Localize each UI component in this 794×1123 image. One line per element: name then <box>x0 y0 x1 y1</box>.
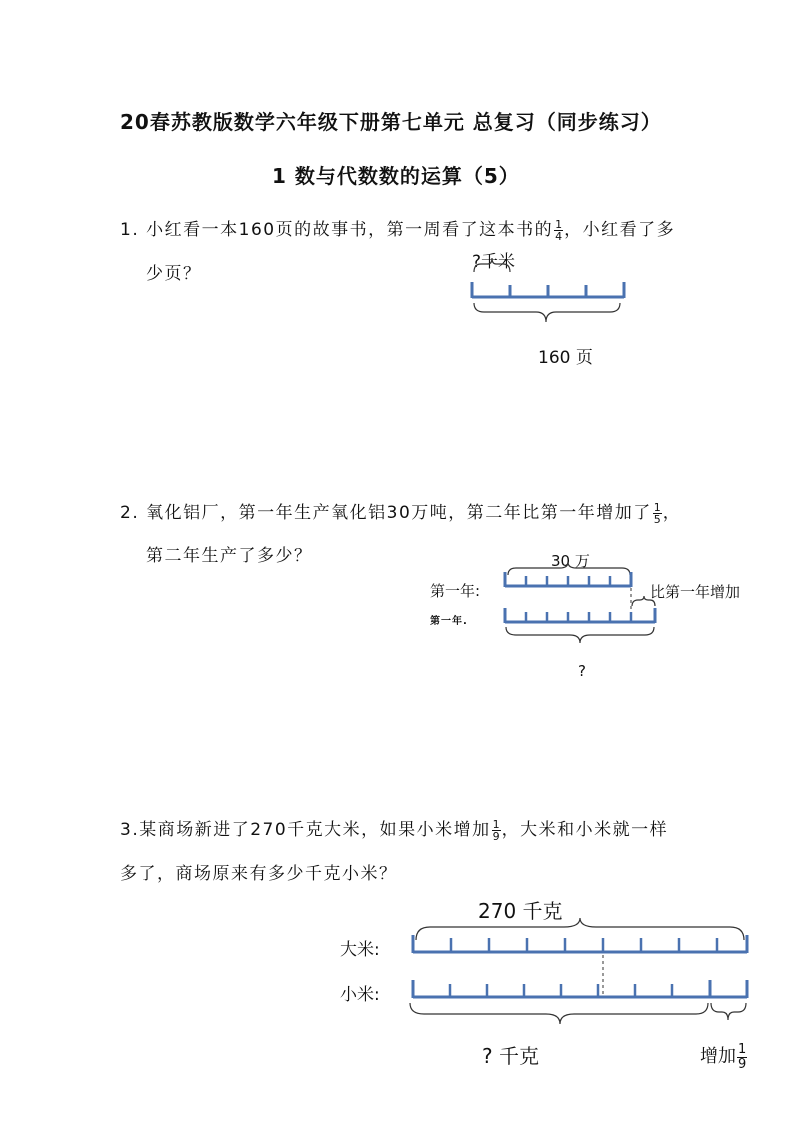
q2-diagram-top-label: 30 万 <box>551 552 590 570</box>
question-2-text-a: 2. 氧化铝厂，第一年生产氧化铝30万吨，第二年比第一年增加了 <box>120 503 652 523</box>
fraction-denominator: 9 <box>492 829 500 843</box>
question-1-line-2: 少页？ <box>146 264 202 284</box>
page-subtitle: 1 数与代数数的运算（5） <box>272 164 520 188</box>
fraction-numerator: 1 <box>555 217 563 231</box>
question-3-text-b: ，大米和小米就一样 <box>501 820 669 840</box>
q3-increase-fraction <box>737 1043 747 1072</box>
fraction-numerator: 1 <box>492 817 500 831</box>
fraction-denominator: 5 <box>653 512 661 526</box>
q2-row1-label: 第一年: <box>430 582 481 600</box>
q3-increase-text: 增加 <box>700 1046 736 1067</box>
q1-diagram-bottom-label: 160 页 <box>538 348 593 368</box>
q3-diagram-top-label: 270 千克 <box>478 899 563 923</box>
question-2-line-2: 第二年生产了多少？ <box>146 546 313 566</box>
q2-side-label: 比第一年增加 <box>650 583 741 601</box>
question-3-line-2: 多了，商场原来有多少千克小米？ <box>120 864 398 884</box>
fraction-numerator: 1 <box>653 500 661 514</box>
question-1-text-b: ，小红看了多 <box>564 220 676 240</box>
q2-diagram-bottom-label: ? <box>578 662 586 680</box>
question-3-text-a: 3.某商场新进了270千克大米，如果小米增加 <box>120 820 491 840</box>
q3-increase-label <box>700 1042 748 1072</box>
fraction-denominator: 4 <box>555 229 563 243</box>
question-2-text-b: ， <box>662 503 682 523</box>
page-title: 20春苏教版数学六年级下册第七单元 总复习（同步练习） <box>120 110 662 134</box>
q3-row1-label: 大米: <box>340 940 380 960</box>
question-1-text-a: 1. 小红看一本160页的故事书，第一周看了这本书的 <box>120 220 554 240</box>
q3-row2-label: 小米: <box>340 985 380 1005</box>
fraction-numerator: 1 <box>738 1041 747 1057</box>
q3-diagram-bottom-label: ? 千克 <box>482 1044 539 1068</box>
fraction-denominator: 9 <box>738 1056 747 1072</box>
q1-diagram-top-label: ?千米 <box>472 252 516 272</box>
q2-row2-label: 第一年. <box>430 616 468 627</box>
